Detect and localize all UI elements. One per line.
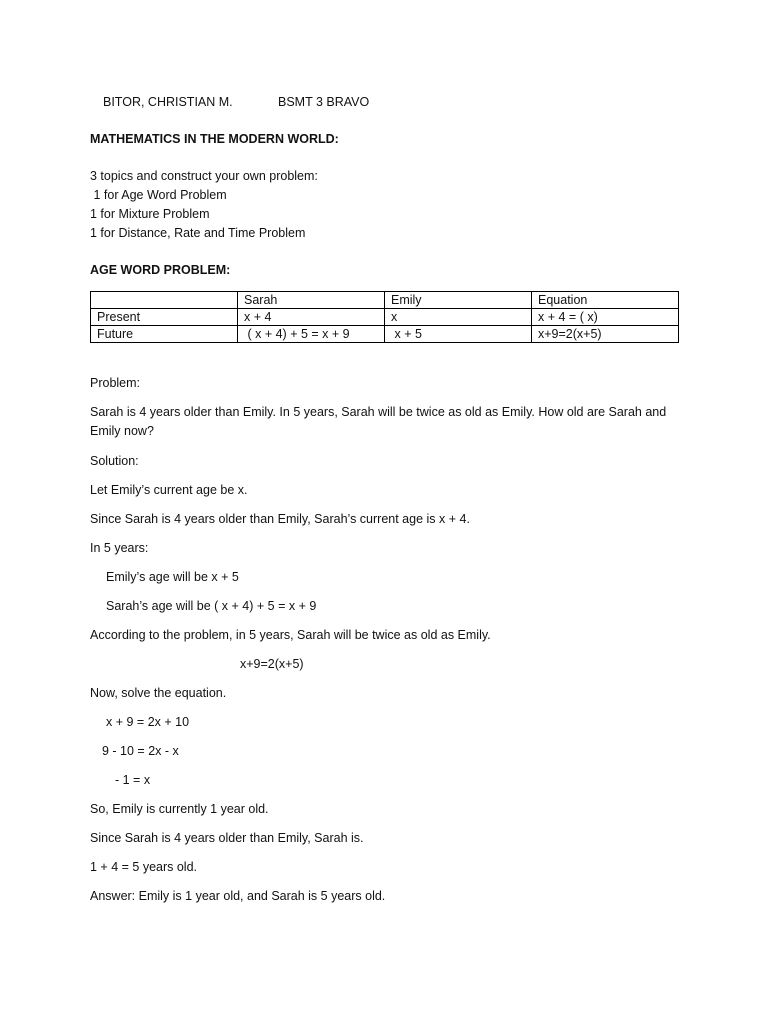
table-header-cell: Emily (385, 292, 532, 309)
solution-label: Solution: (90, 454, 139, 468)
solution-step: 1 + 4 = 5 years old. (90, 860, 198, 874)
table-cell: x + 4 (238, 309, 385, 326)
document-title: MATHEMATICS IN THE MODERN WORLD: (90, 132, 339, 146)
instructions-intro: 3 topics and construct your own problem: (90, 169, 318, 183)
table-header-row (91, 292, 679, 309)
solution-step: Emily’s age will be x + 5 (106, 570, 239, 584)
solution-step: Let Emily’s current age be x. (90, 483, 248, 497)
table-cell: x + 5 (385, 326, 532, 343)
table-row (91, 326, 679, 343)
instruction-item: 1 for Age Word Problem (90, 188, 227, 202)
table-cell: x + 4 = ( x) (532, 309, 679, 326)
solution-step: In 5 years: (90, 541, 149, 555)
problem-text: Emily now? (90, 424, 154, 438)
solution-answer: Answer: Emily is 1 year old, and Sarah is 5 years old. (90, 889, 386, 903)
instruction-item: 1 for Mixture Problem (90, 207, 210, 221)
solution-step: - 1 = x (115, 773, 151, 787)
table-row (91, 309, 679, 326)
table-cell: x+9=2(x+5) (532, 326, 679, 343)
instruction-item: 1 for Distance, Rate and Time Problem (90, 226, 306, 240)
solution-step: So, Emily is currently 1 year old. (90, 802, 269, 816)
solution-step: Sarah’s age will be ( x + 4) + 5 = x + 9 (106, 599, 317, 613)
table-cell: x (385, 309, 532, 326)
problem-label: Problem: (90, 376, 141, 390)
problem-text: Sarah is 4 years older than Emily. In 5 years, Sarah will be twice as old as Emily. How old are Sarah and (90, 405, 667, 419)
table-header-cell: Equation (532, 292, 679, 309)
course-section: BSMT 3 BRAVO (278, 95, 370, 109)
section-title: AGE WORD PROBLEM: (90, 263, 231, 277)
solution-equation: x+9=2(x+5) (240, 657, 304, 671)
student-name: BITOR, CHRISTIAN M. (103, 95, 233, 109)
solution-step: 9 - 10 = 2x - x (102, 744, 179, 758)
solution-step: According to the problem, in 5 years, Sarah will be twice as old as Emily. (90, 628, 491, 642)
solution-step: Since Sarah is 4 years older than Emily, Sarah is. (90, 831, 364, 845)
table-header-cell (91, 292, 238, 309)
table-cell: Future (91, 326, 238, 343)
solution-step: x + 9 = 2x + 10 (106, 715, 190, 729)
solution-step: Since Sarah is 4 years older than Emily, Sarah’s current age is x + 4. (90, 512, 470, 526)
solution-step: Now, solve the equation. (90, 686, 227, 700)
table-header-cell: Sarah (238, 292, 385, 309)
age-table (90, 291, 679, 343)
table-cell: Present (91, 309, 238, 326)
table-cell: ( x + 4) + 5 = x + 9 (238, 326, 385, 343)
